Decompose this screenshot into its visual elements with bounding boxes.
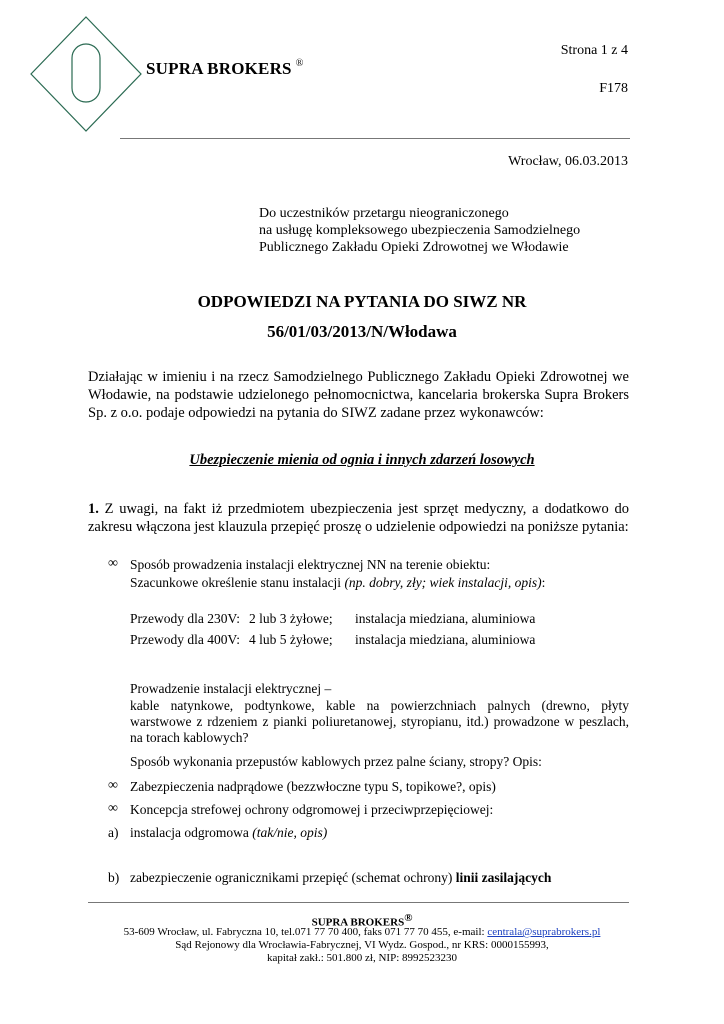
document-number: 56/01/03/2013/N/Włodawa [267,322,457,341]
sub-item-a: instalacja odgromowa (tak/nie, opis) [130,825,328,840]
item-installation: Sposób prowadzenia instalacji elektrycznej NN na terenie obiektu: [130,557,491,572]
footer-company: SUPRA BROKERS® [311,912,413,929]
letter-date: Wrocław, 06.03.2013 [508,154,628,169]
company-name: SUPRA BROKERS ® [146,58,304,78]
bullet-icon: ∞ [108,556,118,571]
cable-penetrations: Sposób wykonania przepustów kablowych przez palne ściany, stropy? Opis: [130,754,542,769]
wires-400v: Przewody dla 400V: 4 lub 5 żyłowe; instalacja miedziana, aluminiowa [130,632,536,647]
wires-230v: Przewody dla 230V: 2 lub 3 żyłowe; instalacja miedziana, aluminiowa [130,611,536,626]
item-overcurrent: Zabezpieczenia nadprądowe (bezzwłoczne typu S, topikowe?, opis) [130,779,496,794]
footer-registry: Sąd Rejonowy dla Wrocławia-Fabrycznej, VI Wydz. Gospod., nr KRS: 0000155993, [175,939,549,951]
footer-email-link[interactable]: centrala@suprabrokers.pl [487,926,601,938]
item-lightning-concept: Koncepcja strefowej ochrony odgromowej i przeciwprzepięciowej: [130,802,494,817]
sub-item-b-label: b) [108,870,120,885]
bullet-icon: ∞ [108,801,118,816]
bullet-icon: ∞ [108,778,118,793]
intro-paragraph: Działając w imieniu i na rzecz Samodzielnego Publicznego Zakładu Opieki Zdrowotnej we Włodawie, na podstawie udzielonego pełnomocnictwa, kancelaria brokerska Supra Brokers Sp. z o.o. podaje odpowiedzi na pytania do SIWZ zadane przez wykonawców: [88,369,629,421]
document-title: ODPOWIEDZI NA PYTANIA DO SIWZ NR [197,292,527,311]
section-heading: Ubezpieczenie mienia od ognia i innych zdarzeń losowych [189,452,535,468]
sub-item-b: zabezpieczenie ogranicznikami przepięć (schemat ochrony) linii zasilających [130,870,552,885]
sub-item-a-label: a) [108,825,119,840]
company-logo [28,14,144,134]
form-code: F178 [599,81,628,96]
addressee-block: Do uczestników przetargu nieograniczonego na usługę kompleksowego ubezpieczenia Samodzielnego Publicznego Zakładu Opieki Zdrowotnej we Włodawie [259,206,581,255]
header-divider [120,138,630,139]
footer-divider [88,902,629,903]
page-number: Strona 1 z 4 [560,43,628,58]
footer-capital: kapitał zakł.: 501.800 zł, NIP: 8992523230 [266,952,458,964]
question-1: 1. Z uwagi, na fakt iż przedmiotem ubezpieczenia jest sprzęt medyczny, a dodatkowo do zakresu włączona jest klauzula przepięć proszę o udzielenie odpowiedzi na poniższe pytania: [88,501,629,535]
installation-routing: Prowadzenie instalacji elektrycznej – [130,681,332,696]
cables-description: kable natynkowe, podtynkowe, kable na powierzchniach palnych (drewno, płyty warstwowe z rdzeniem z pianki poliuretanowej, styropianu, itd.) prowadzone w peszlach, na torach kablowych? [130,698,629,745]
footer-address: 53-609 Wrocław, ul. Fabryczna 10, tel.071 77 70 400, faks 071 77 70 455, e-mail: centrala@suprabrokers.pl [123,926,601,938]
installation-estimate: Szacunkowe określenie stanu instalacji (np. dobry, zły; wiek instalacji, opis): [130,575,546,590]
